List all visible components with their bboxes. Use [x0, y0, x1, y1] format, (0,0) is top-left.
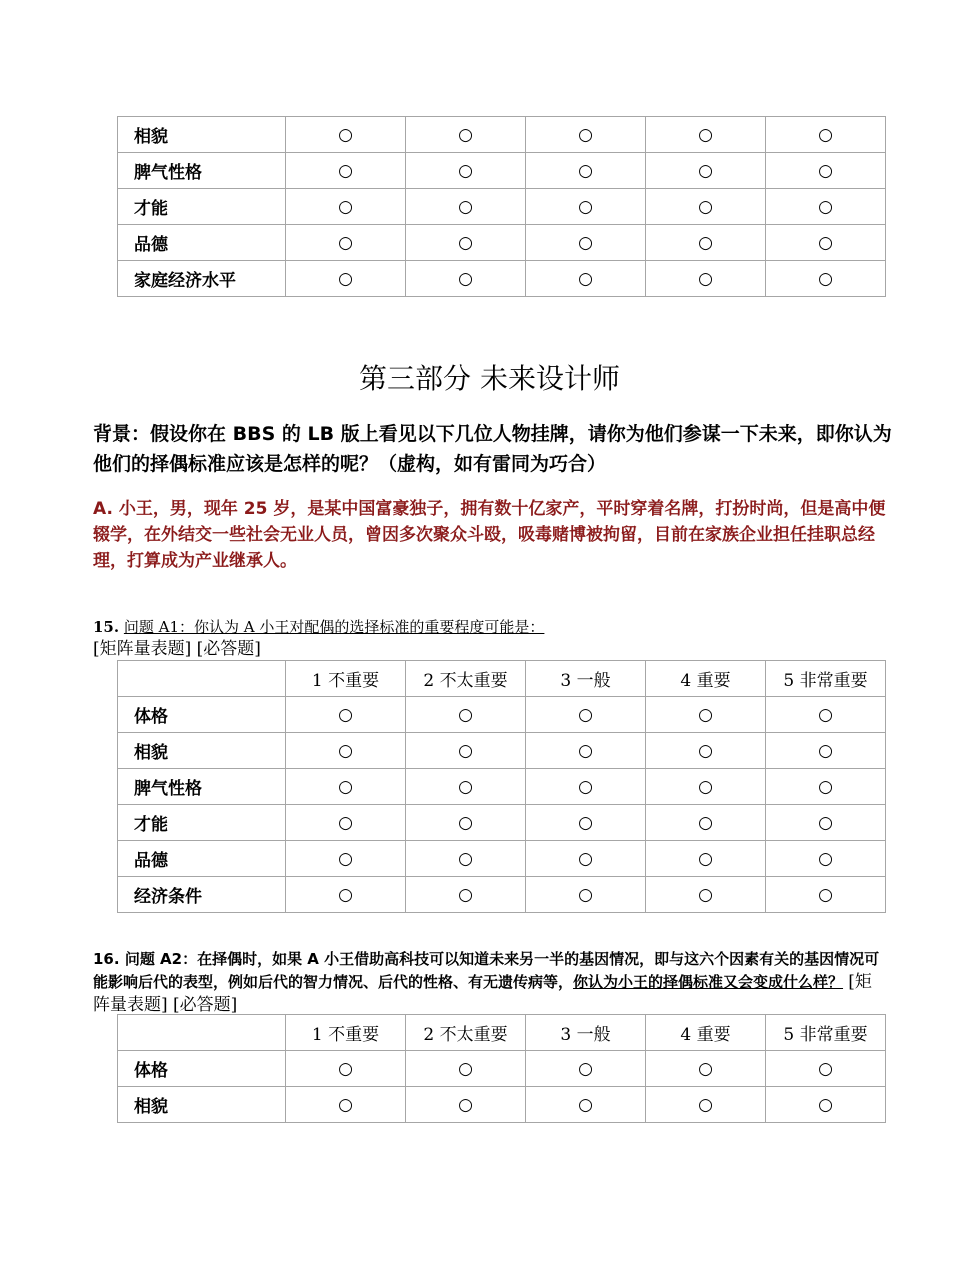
- matrix-option-cell: [646, 117, 766, 153]
- question-text: 问题 A2：在择偶时，如果 A 小王借助高科技可以知道未来另一半的基因情况，即与这六个因素有关的基因情况可能影响后代的表型，例如后代的智力情况、后代的性格、有无遗传病等，: [93, 950, 880, 991]
- matrix-option-cell: [526, 841, 646, 877]
- radio-option[interactable]: ○: [578, 848, 593, 869]
- matrix-option-cell: [286, 697, 406, 733]
- radio-option[interactable]: ○: [338, 160, 353, 181]
- matrix-option-cell: [646, 805, 766, 841]
- radio-option[interactable]: ○: [818, 776, 833, 797]
- radio-option[interactable]: ○: [698, 1094, 713, 1115]
- matrix-row: [118, 261, 886, 297]
- radio-option[interactable]: ○: [578, 1058, 593, 1079]
- matrix-option-cell: [766, 805, 886, 841]
- matrix-row: [118, 189, 886, 225]
- matrix-option-cell: [286, 153, 406, 189]
- matrix-option-cell: [526, 153, 646, 189]
- radio-option[interactable]: ○: [578, 124, 593, 145]
- matrix-column-header: 1 不重要: [286, 1015, 406, 1051]
- radio-option[interactable]: ○: [578, 884, 593, 905]
- matrix-column-header: 2 不太重要: [406, 1015, 526, 1051]
- matrix-option-cell: [646, 877, 766, 913]
- radio-option[interactable]: ○: [458, 124, 473, 145]
- matrix-row-label: 相貌: [118, 117, 286, 153]
- radio-option[interactable]: ○: [698, 268, 713, 289]
- matrix-row-label: 脾气性格: [118, 153, 286, 189]
- question-tags: [矩阵量表题] [必答题]: [93, 639, 261, 659]
- radio-option[interactable]: ○: [458, 884, 473, 905]
- radio-option[interactable]: ○: [698, 232, 713, 253]
- radio-option[interactable]: ○: [458, 268, 473, 289]
- matrix-corner-cell: [118, 661, 286, 697]
- matrix-option-cell: [286, 1051, 406, 1087]
- matrix-option-cell: [526, 877, 646, 913]
- matrix-option-cell: [766, 697, 886, 733]
- radio-option[interactable]: ○: [698, 704, 713, 725]
- question-number: 16.: [93, 950, 120, 968]
- question-number: 15.: [93, 618, 120, 636]
- section-title: 第三部分 未来设计师: [359, 362, 620, 395]
- radio-option[interactable]: ○: [338, 268, 353, 289]
- matrix-option-cell: [646, 1087, 766, 1123]
- matrix-option-cell: [406, 805, 526, 841]
- radio-option[interactable]: ○: [698, 848, 713, 869]
- matrix-option-cell: [406, 769, 526, 805]
- radio-option[interactable]: ○: [818, 884, 833, 905]
- matrix-option-cell: [646, 841, 766, 877]
- radio-option[interactable]: ○: [338, 124, 353, 145]
- matrix-option-cell: [526, 261, 646, 297]
- radio-option[interactable]: ○: [578, 1094, 593, 1115]
- radio-option[interactable]: ○: [338, 884, 353, 905]
- radio-option[interactable]: ○: [458, 1094, 473, 1115]
- matrix-option-cell: [766, 1051, 886, 1087]
- radio-option[interactable]: ○: [338, 776, 353, 797]
- matrix-option-cell: [406, 877, 526, 913]
- radio-option[interactable]: ○: [458, 812, 473, 833]
- matrix-option-cell: [766, 117, 886, 153]
- matrix-option-cell: [406, 153, 526, 189]
- radio-option[interactable]: ○: [698, 884, 713, 905]
- matrix-column-header: 1 不重要: [286, 661, 406, 697]
- matrix-option-cell: [286, 733, 406, 769]
- radio-option[interactable]: ○: [698, 196, 713, 217]
- scenario-a-text: A. 小王，男，现年 25 岁，是某中国富豪独子，拥有数十亿家产，平时穿着名牌，打扮时尚，但是高中便辍学，在外结交一些社会无业人员，曾因多次聚众斗殴，吸毒赌博被拘留，目前在家族企业担任挂职总经理，打算成为产业继承人。: [93, 499, 886, 571]
- radio-option[interactable]: ○: [578, 776, 593, 797]
- question-tags: [矩阵量表题] [必答题]: [93, 972, 872, 1015]
- matrix-column-header: 4 重要: [646, 1015, 766, 1051]
- radio-option[interactable]: ○: [578, 812, 593, 833]
- matrix-option-cell: [766, 877, 886, 913]
- radio-option[interactable]: ○: [338, 812, 353, 833]
- matrix-row-label: 才能: [118, 189, 286, 225]
- question-text-underlined: 你认为小王的择偶标准又会变成什么样？: [573, 973, 844, 991]
- matrix-option-cell: [646, 1051, 766, 1087]
- matrix-table-q16: [117, 1014, 886, 1123]
- matrix-row-label: 才能: [118, 805, 286, 841]
- matrix-option-cell: [406, 733, 526, 769]
- matrix-header-row: [118, 661, 886, 697]
- matrix-table-previous: [117, 116, 886, 297]
- matrix-option-cell: [406, 189, 526, 225]
- radio-option[interactable]: ○: [338, 704, 353, 725]
- matrix-option-cell: [286, 117, 406, 153]
- radio-option[interactable]: ○: [578, 740, 593, 761]
- matrix-row: [118, 117, 886, 153]
- radio-option[interactable]: ○: [818, 1058, 833, 1079]
- matrix-option-cell: [526, 117, 646, 153]
- radio-option[interactable]: ○: [818, 232, 833, 253]
- matrix-option-cell: [526, 805, 646, 841]
- matrix-row: [118, 769, 886, 805]
- matrix-column-header: 2 不太重要: [406, 661, 526, 697]
- matrix-option-cell: [526, 189, 646, 225]
- matrix-option-cell: [526, 769, 646, 805]
- radio-option[interactable]: ○: [818, 812, 833, 833]
- matrix-header-row: [118, 1015, 886, 1051]
- matrix-row-label: 体格: [118, 697, 286, 733]
- matrix-row-label: 脾气性格: [118, 769, 286, 805]
- matrix-option-cell: [406, 1051, 526, 1087]
- matrix-option-cell: [286, 261, 406, 297]
- matrix-column-header: 5 非常重要: [766, 661, 886, 697]
- radio-option[interactable]: ○: [818, 196, 833, 217]
- radio-option[interactable]: ○: [338, 232, 353, 253]
- matrix-option-cell: [526, 1051, 646, 1087]
- matrix-option-cell: [406, 697, 526, 733]
- radio-option[interactable]: ○: [698, 740, 713, 761]
- radio-option[interactable]: ○: [458, 704, 473, 725]
- matrix-option-cell: [406, 225, 526, 261]
- radio-option[interactable]: ○: [578, 232, 593, 253]
- matrix-option-cell: [406, 261, 526, 297]
- matrix-option-cell: [286, 1087, 406, 1123]
- matrix-row: [118, 805, 886, 841]
- radio-option[interactable]: ○: [458, 848, 473, 869]
- matrix-option-cell: [646, 261, 766, 297]
- radio-option[interactable]: ○: [458, 740, 473, 761]
- matrix-option-cell: [526, 733, 646, 769]
- matrix-row: [118, 1051, 886, 1087]
- matrix-option-cell: [646, 697, 766, 733]
- radio-option[interactable]: ○: [698, 812, 713, 833]
- question-15: [93, 616, 893, 660]
- matrix-option-cell: [286, 189, 406, 225]
- radio-option[interactable]: ○: [818, 704, 833, 725]
- matrix-option-cell: [406, 117, 526, 153]
- matrix-column-header: 3 一般: [526, 661, 646, 697]
- matrix-option-cell: [646, 153, 766, 189]
- matrix-row-label: 体格: [118, 1051, 286, 1087]
- radio-option[interactable]: ○: [458, 776, 473, 797]
- matrix-row: [118, 225, 886, 261]
- matrix-option-cell: [766, 189, 886, 225]
- matrix-row-label: 家庭经济水平: [118, 261, 286, 297]
- matrix-option-cell: [766, 153, 886, 189]
- matrix-option-cell: [286, 805, 406, 841]
- radio-option[interactable]: ○: [698, 776, 713, 797]
- radio-option[interactable]: ○: [698, 160, 713, 181]
- matrix-row-label: 品德: [118, 225, 286, 261]
- radio-option[interactable]: ○: [338, 740, 353, 761]
- matrix-row: [118, 733, 886, 769]
- matrix-option-cell: [526, 1087, 646, 1123]
- matrix-option-cell: [526, 225, 646, 261]
- matrix-row: [118, 153, 886, 189]
- matrix-row: [118, 841, 886, 877]
- matrix-table-q15: [117, 660, 886, 913]
- radio-option[interactable]: ○: [578, 196, 593, 217]
- matrix-row-label: 品德: [118, 841, 286, 877]
- radio-option[interactable]: ○: [818, 1094, 833, 1115]
- radio-option[interactable]: ○: [698, 124, 713, 145]
- matrix-option-cell: [646, 769, 766, 805]
- radio-option[interactable]: ○: [458, 1058, 473, 1079]
- radio-option[interactable]: ○: [578, 160, 593, 181]
- matrix-row-label: 经济条件: [118, 877, 286, 913]
- question-16: [93, 948, 883, 1017]
- radio-option[interactable]: ○: [338, 196, 353, 217]
- matrix-row: [118, 697, 886, 733]
- matrix-option-cell: [526, 697, 646, 733]
- question-text: 问题 A1：你认为 A 小王对配偶的选择标准的重要程度可能是：: [123, 618, 545, 636]
- radio-option[interactable]: ○: [818, 268, 833, 289]
- radio-option[interactable]: ○: [818, 740, 833, 761]
- matrix-option-cell: [646, 733, 766, 769]
- matrix-option-cell: [286, 769, 406, 805]
- radio-option[interactable]: ○: [338, 1094, 353, 1115]
- matrix-option-cell: [646, 225, 766, 261]
- matrix-option-cell: [766, 733, 886, 769]
- matrix-option-cell: [286, 841, 406, 877]
- radio-option[interactable]: ○: [458, 160, 473, 181]
- radio-option[interactable]: ○: [458, 232, 473, 253]
- matrix-column-header: 3 一般: [526, 1015, 646, 1051]
- matrix-row-label: 相貌: [118, 733, 286, 769]
- matrix-row: [118, 1087, 886, 1123]
- radio-option[interactable]: ○: [818, 124, 833, 145]
- matrix-option-cell: [766, 261, 886, 297]
- background-text: 背景：假设你在 BBS 的 LB 版上看见以下几位人物挂牌，请你为他们参谋一下未来，即你认为他们的择偶标准应该是怎样的呢？（虚构，如有雷同为巧合）: [93, 423, 892, 475]
- matrix-row-label: 相貌: [118, 1087, 286, 1123]
- matrix-option-cell: [406, 841, 526, 877]
- matrix-body: [118, 1015, 886, 1123]
- matrix-option-cell: [766, 1087, 886, 1123]
- matrix-option-cell: [646, 189, 766, 225]
- matrix-column-header: 4 重要: [646, 661, 766, 697]
- radio-option[interactable]: ○: [578, 704, 593, 725]
- matrix-option-cell: [286, 225, 406, 261]
- matrix-body: [118, 117, 886, 297]
- matrix-option-cell: [286, 877, 406, 913]
- matrix-body: [118, 661, 886, 913]
- matrix-option-cell: [766, 225, 886, 261]
- matrix-option-cell: [406, 1087, 526, 1123]
- matrix-corner-cell: [118, 1015, 286, 1051]
- matrix-row: [118, 877, 886, 913]
- radio-option[interactable]: ○: [818, 160, 833, 181]
- matrix-option-cell: [766, 841, 886, 877]
- radio-option[interactable]: ○: [338, 848, 353, 869]
- radio-option[interactable]: ○: [818, 848, 833, 869]
- matrix-column-header: 5 非常重要: [766, 1015, 886, 1051]
- radio-option[interactable]: ○: [338, 1058, 353, 1079]
- radio-option[interactable]: ○: [698, 1058, 713, 1079]
- radio-option[interactable]: ○: [578, 268, 593, 289]
- matrix-option-cell: [766, 769, 886, 805]
- radio-option[interactable]: ○: [458, 196, 473, 217]
